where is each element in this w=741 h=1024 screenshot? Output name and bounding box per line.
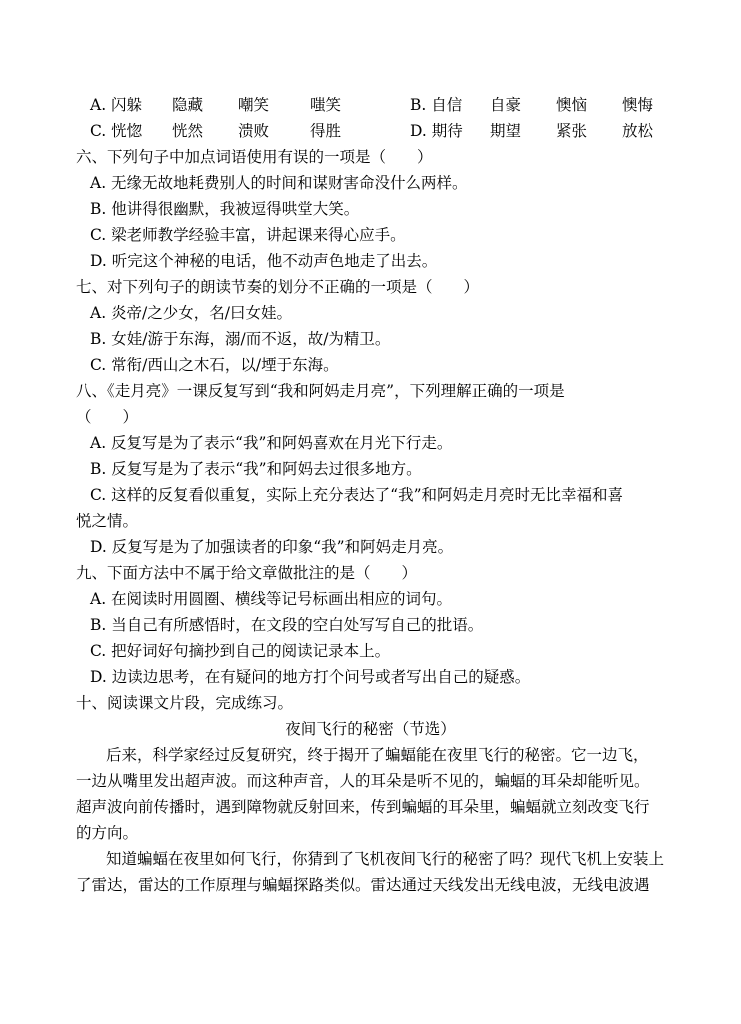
question-8-option-c-cont: 悦之情。 — [76, 512, 139, 530]
option-word: 放松 — [622, 122, 654, 140]
option-word: 期望 — [490, 122, 522, 140]
question-9-stem: 九、下面方法中不属于给文章做批注的是（ ） — [76, 564, 418, 582]
option-word: 隐藏 — [172, 96, 204, 114]
question-8-answer-blank: （ ） — [76, 408, 139, 426]
option-word: B. 自信 — [410, 96, 463, 114]
option-word: 恍然 — [172, 122, 204, 140]
question-8-option-b: B. 反复写是为了表示“我”和阿妈去过很多地方。 — [90, 460, 422, 478]
question-6-option-a: A. 无缘无故地耗费别人的时间和谋财害命没什么两样。 — [90, 174, 468, 192]
option-word: 懊悔 — [622, 96, 654, 114]
question-7-stem: 七、对下列句子的朗读节奏的划分不正确的一项是（ ） — [76, 278, 480, 296]
q5-option-row-a — [90, 92, 682, 118]
passage-line: 超声波向前传播时，遇到障物就反射回来，传到蝙蝠的耳朵里，蝙蝠就立刻改变飞行 — [76, 798, 650, 816]
question-9-option-a: A. 在阅读时用圆圈、横线等记号标画出相应的词句。 — [90, 590, 453, 608]
question-7-option-c: C. 常衔/西山之木石，以/堙于东海。 — [90, 356, 339, 374]
question-6-option-d: D. 听完这个神秘的电话，他不动声色地走了出去。 — [90, 252, 438, 270]
question-8-option-a: A. 反复写是为了表示“我”和阿妈喜欢在月光下行走。 — [90, 434, 453, 452]
option-word: 嘲笑 — [238, 96, 270, 114]
option-word: D. 期待 — [410, 122, 463, 140]
option-word: 得胜 — [310, 122, 342, 140]
option-word: 自豪 — [490, 96, 522, 114]
option-word: 懊恼 — [556, 96, 588, 114]
question-6-option-b: B. 他讲得很幽默，我被逗得哄堂大笑。 — [90, 200, 360, 218]
passage-line: 了雷达，雷达的工作原理与蝙蝠探路类似。雷达通过天线发出无线电波，无线电波遇 — [76, 876, 650, 894]
question-10-stem: 十、阅读课文片段，完成练习。 — [76, 694, 294, 712]
passage-title: 夜间飞行的秘密（节选） — [285, 720, 456, 738]
question-7-option-a: A. 炎帝/之少女，名/曰女娃。 — [90, 304, 292, 322]
question-9-option-c: C. 把好词好句摘抄到自己的阅读记录本上。 — [90, 642, 391, 660]
question-7-option-b: B. 女娃/游于东海，溺/而不返，故/为精卫。 — [90, 330, 391, 348]
passage-line: 的方向。 — [76, 824, 139, 842]
question-8-stem: 八、《走月亮》一课反复写到“我和阿妈走月亮”，下列理解正确的一项是 — [76, 382, 565, 400]
question-8-option-d: D. 反复写是为了加强读者的印象“我”和阿妈走月亮。 — [90, 538, 454, 556]
question-9-option-b: B. 当自己有所感悟时，在文段的空白处写写自己的批语。 — [90, 616, 484, 634]
question-6-option-c: C. 梁老师教学经验丰富，讲起课来得心应手。 — [90, 226, 406, 244]
question-8-option-c: C. 这样的反复看似重复，实际上充分表达了“我”和阿妈走月亮时无比幸福和喜 — [90, 486, 624, 504]
question-9-option-d: D. 边读边思考，在有疑问的地方打个问号或者写出自己的疑惑。 — [90, 668, 531, 686]
q5-option-row-c — [90, 118, 682, 144]
passage-line: 一边从嘴里发出超声波。而这种声音，人的耳朵是听不见的，蝙蝠的耳朵却能听见。 — [76, 772, 650, 790]
question-6-stem: 六、下列句子中加点词语使用有误的一项是（ ） — [76, 148, 433, 166]
option-word: 紧张 — [556, 122, 588, 140]
passage-line: 后来，科学家经过反复研究，终于揭开了蝙蝠能在夜里飞行的秘密。它一边飞， — [106, 746, 649, 764]
option-word: A. 闪躲 — [90, 96, 143, 114]
option-word: C. 恍惚 — [90, 122, 143, 140]
option-word: 溃败 — [238, 122, 270, 140]
passage-line: 知道蝙蝠在夜里如何飞行，你猜到了飞机夜间飞行的秘密了吗？现代飞机上安装上 — [106, 850, 665, 868]
option-word: 嗤笑 — [310, 96, 342, 114]
